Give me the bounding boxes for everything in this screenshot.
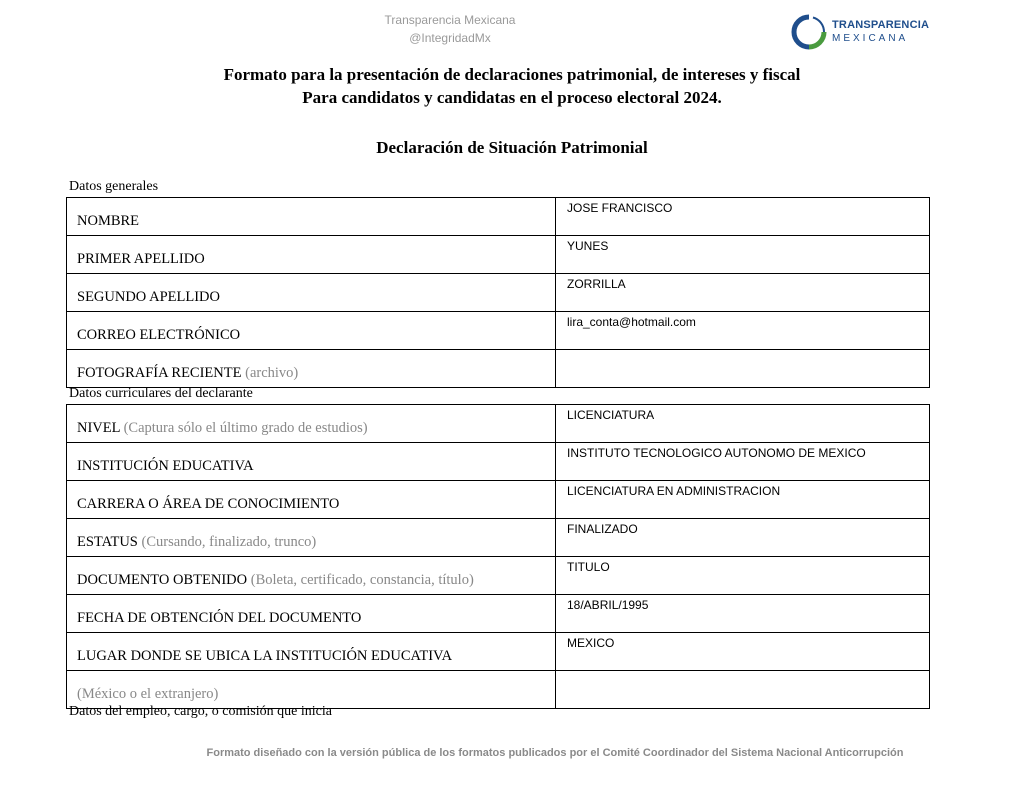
footer-note: Formato diseñado con la versión pública de los formatos publicados por el Comité Coordinador del Sistema Nacional Anticorrupción — [206, 747, 904, 759]
field-value-primer-apellido[interactable]: YUNES — [556, 236, 930, 274]
field-value-segundo-apellido[interactable]: ZORRILLA — [556, 274, 930, 312]
field-value-institucion[interactable]: INSTITUTO TECNOLOGICO AUTONOMO DE MEXICO — [556, 443, 930, 481]
field-label: SEGUNDO APELLIDO — [67, 274, 556, 312]
field-value-nombre[interactable]: JOSE FRANCISCO — [556, 198, 930, 236]
field-label: NIVEL (Captura sólo el último grado de estudios) — [67, 405, 556, 443]
field-label: NOMBRE — [67, 198, 556, 236]
table-row — [67, 671, 930, 709]
field-label: ESTATUS (Cursando, finalizado, trunco) — [67, 519, 556, 557]
table-row — [67, 443, 930, 481]
table-row — [67, 633, 930, 671]
table-row — [67, 481, 930, 519]
field-value-nivel[interactable]: LICENCIATURA — [556, 405, 930, 443]
field-value-fotografia[interactable] — [556, 350, 930, 388]
field-label: CARRERA O ÁREA DE CONOCIMIENTO — [67, 481, 556, 519]
watermark-line-1: Transparencia Mexicana — [384, 13, 516, 27]
document-title-line-2: Para candidatos y candidatas en el proceso electoral 2024. — [302, 88, 722, 107]
field-value-documento[interactable]: TITULO — [556, 557, 930, 595]
field-value-fecha[interactable]: 18/ABRIL/1995 — [556, 595, 930, 633]
field-value-lugar[interactable]: MEXICO — [556, 633, 930, 671]
table-row — [67, 519, 930, 557]
datos-curriculares-table — [66, 404, 930, 709]
logo-text-line-1: TRANSPARENCIA — [832, 19, 930, 31]
document-subtitle: Declaración de Situación Patrimonial — [376, 138, 648, 157]
field-label: LUGAR DONDE SE UBICA LA INSTITUCIÓN EDUCATIVA — [67, 633, 556, 671]
table-row — [67, 198, 930, 236]
field-value-estatus[interactable]: FINALIZADO — [556, 519, 930, 557]
section-label-datos-empleo: Datos del empleo, cargo, o comisión que inicia — [69, 704, 332, 719]
table-row — [67, 274, 930, 312]
field-label: FECHA DE OBTENCIÓN DEL DOCUMENTO — [67, 595, 556, 633]
table-row — [67, 312, 930, 350]
table-row — [67, 236, 930, 274]
table-row — [67, 405, 930, 443]
field-value-carrera[interactable]: LICENCIATURA EN ADMINISTRACION — [556, 481, 930, 519]
field-label: CORREO ELECTRÓNICO — [67, 312, 556, 350]
table-row — [67, 557, 930, 595]
field-label: (México o el extranjero) — [67, 671, 556, 709]
field-value-lugar-detalle[interactable] — [556, 671, 930, 709]
section-label-datos-curriculares: Datos curriculares del declarante — [69, 386, 253, 401]
watermark-line-2: @IntegridadMx — [409, 31, 491, 45]
table-row — [67, 595, 930, 633]
field-label: FOTOGRAFÍA RECIENTE (archivo) — [67, 350, 556, 388]
section-label-datos-generales: Datos generales — [69, 179, 159, 194]
datos-generales-table — [66, 197, 930, 388]
logo-text-line-2: MEXICANA — [832, 33, 909, 44]
field-value-correo[interactable]: lira_conta@hotmail.com — [556, 312, 930, 350]
document-title: Formato para la presentación de declaraciones patrimonial, de intereses y fiscal — [223, 65, 801, 84]
transparencia-mexicana-logo — [791, 14, 930, 50]
field-label: INSTITUCIÓN EDUCATIVA — [67, 443, 556, 481]
logo-ring-icon — [791, 14, 827, 50]
table-row — [67, 350, 930, 388]
field-label: DOCUMENTO OBTENIDO (Boleta, certificado, constancia, título) — [67, 557, 556, 595]
field-label: PRIMER APELLIDO — [67, 236, 556, 274]
